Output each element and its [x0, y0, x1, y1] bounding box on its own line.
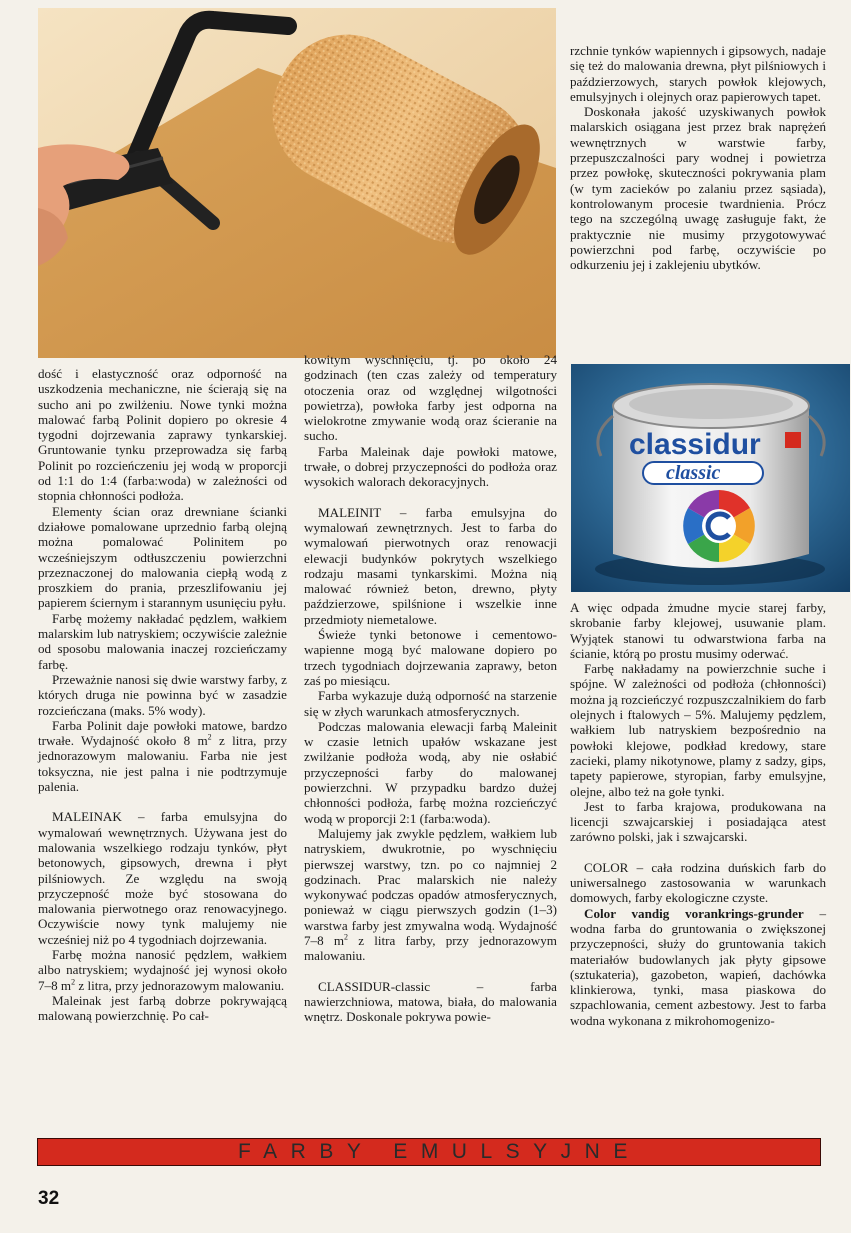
text-run: z litra, przy jednorazowym malowaniu. Farba nie jest toksyczna, nie jest palna i nie podtrzymuje palenia. [38, 733, 287, 795]
text-column-right-bottom [570, 600, 826, 1132]
paragraph [38, 947, 287, 993]
superscript: 2 [71, 977, 76, 987]
paragraph: Farba wykazuje dużą odporność na starzenie się w złych warunkach atmosferycznych. [304, 688, 557, 719]
paint-roller-photo [38, 8, 556, 358]
text-run: z litra, przy jednorazowym malowaniu. [78, 977, 285, 993]
paragraph: Farba Maleinak daje powłoki matowe, trwałe, o dobrej przyczepności do podłoża oraz wysokich walorach dekoracyjnych. [304, 443, 557, 490]
paragraph [304, 826, 557, 964]
paragraph: rzchnie tynków wapiennych i gipsowych, nadaje się też do malowania drewna, płyt pilśniowych i paździerzowych, starych powłok klejowych, emulsyjnych i olejnych oraz papierowych tapet. [570, 43, 826, 104]
text-run: Farba Polinit daje powłoki matowe, bardzo trwałe. Wydajność około 8 m [38, 717, 287, 749]
paragraph: Jest to farba krajowa, produkowana na licencji szwajcarskiej i posiadająca atest zarówno polski, jak i szwajcarski. [570, 798, 826, 845]
section-banner-text: FARBY EMULSYJNE [238, 1140, 641, 1163]
text-column-right-top [570, 43, 826, 343]
product-name: Color vandig vorankrings-grunder [584, 905, 804, 921]
text-run: z litra farby, przy jednorazowym malowaniu. [304, 932, 557, 964]
paragraph: Podczas malowania elewacji farbą Maleinit w czasie letnich upałów wskazane jest zwilżanie podłoża wodą, aby nie osłabić przyczepności farby do malowanej powierzchni. W przypadku bardzo dużej chłonności podłoża, farbę można rozcieńczyć wodą w proporcji 2:1 (farba:woda). [304, 718, 557, 826]
text-column-left [38, 366, 287, 1131]
paragraph-classidur: CLASSIDUR-classic – farba nawierzchniowa, matowa, biała, do malowania wnętrz. Doskonale pokrywa powie- [304, 978, 557, 1025]
paragraph-color: COLOR – cała rodzina duńskich farb do uniwersalnego zastosowania w warunkach domowych, farby ekologiczne czyste. [570, 859, 826, 906]
paragraph [570, 906, 826, 1028]
paragraph: dość i elastyczność oraz odporność na uszkodzenia mechaniczne, nie ścierają się na sucho ani po zwilżeniu. Nowe tynki można malować farbą Polinit dopiero po okresie 4 tygodni dojrzewania zaprawy tynkarskiej. Gruntowanie tynku przeprowadza się farbą Polinit po rozcieńczeniu jej wodą w proporcji od 1:1 do 1:4 (farba:woda) w zależności od stopnia chłonności podłoża. [38, 366, 287, 504]
text-run: – wodna farba do gruntowania o zwiększonej przyczepności, służy do gruntowania takich materiałów budowlanych jak płyty gipsowe (sztukateria), gazobeton, wapień, dachówka klinkierowa, tynki, masa piaskowa do szpachlowania, cement azbestowy. Jest to farba wodna wykonana z mikrohomogenizo- [570, 905, 827, 1028]
can-brand-label: classidur [629, 428, 761, 461]
paragraph: Maleinak jest farbą dobrze pokrywającą malowaną powierzchnię. Po cał- [38, 992, 287, 1024]
paragraph: A więc odpada żmudne mycie starej farby, skrobanie farby klejowej, usuwanie plam. Wyjątek stanowi tu odwarstwiona farba na ścianie, którą po prostu musimy oderwać. [570, 600, 826, 661]
paint-roller-illustration [38, 8, 556, 358]
paragraph: Farbę możemy nakładać pędzlem, wałkiem malarskim lub natryskiem; oczywiście zależnie od sposobu malowania inaczej rozcieńczamy farbę. [38, 610, 287, 672]
superscript: 2 [344, 932, 349, 942]
text-column-middle [304, 352, 557, 1132]
paragraph: Przeważnie nanosi się dwie warstwy farby, z których druga nie powinna być w zasadzie rozcieńczana (maks. 5% wody). [38, 671, 287, 718]
section-banner [37, 1138, 821, 1166]
text-run: Malujemy jak zwykle pędzlem, wałkiem lub natryskiem, dwukrotnie, po wyschnięciu pierwszej warstwy, tzn. po co najmniej 2 godzinach. Prac malarskich nie należy wykonywać podczas opadów atmosferycznych, ponieważ w ciągu pierwszych godzin (1–3) warstwa farby jest zmywalna wodą. Wydajność 7–8 m [304, 825, 557, 948]
paragraph-maleinit: MALEINIT – farba emulsyjna do wymalowań zewnętrznych. Jest to farba do wymalowań pierwotnych oraz renowacji elewacji budynków pokrytych wszelkiego rodzaju masami tynkarskimi. Można nią malować również beton, drewno, płyty paździerzowe, spilśnione i wszelkie inne przedmioty niemetalowe. [304, 504, 557, 627]
paragraph: Farbę nakładamy na powierzchnie suche i spójne. W zależności od podłoża (chłonności) można ją rozcieńczyć rozpuszczalnikiem do farb olejnych i ftalowych – 5%. Malujemy pędzlem, wałkiem lub natryskiem bezpośrednio na powłoki klejowe, podkład kredowy, stare zacieki, plamy nikotynowe, plamy z sadzy, gips, tapety papierowe, styropian, farby emulsyjne, olejne, albo też na gołe tynki. [570, 661, 826, 799]
paragraph [38, 718, 287, 794]
paint-can-photo [571, 364, 850, 592]
paragraph: Elementy ścian oraz drewniane ścianki działowe pomalowane uprzednio farbą olejną można pomalować Polinitem po wcześniejszym odtłuszczeniu powierzchni przeznaczonej do malowania ciepłą wodą z proszkiem do prania, przeszlifowaniu jej papierem ściernym i starannym usunięciu pyłu. [38, 503, 287, 611]
paragraph-maleinak: MALEINAK – farba emulsyjna do wymalowań wewnętrznych. Używana jest do malowania wszelkiego rodzaju tynków, płyt betonowych, gipsowych, drewna i płyt pilśniowych. Ze względu na swoją przyczepność może być stosowana do malowania pierwotnego oraz renowacyjnego. Oczywiście nowy tynk malujemy nie wcześniej niż po 4 tygodniach dojrzewania. [38, 809, 287, 947]
color-wheel-logo [683, 490, 755, 562]
can-line-label: classic [666, 462, 721, 484]
paragraph: Doskonała jakość uzyskiwanych powłok malarskich osiągana jest przez brak naprężeń wewnętrznych w warstwie farby, przepuszczalności pary wodnej i powietrza przez powłokę, skuteczności pokrywania plam (w tym zacieków po zalaniu przez sąsiada), kontrolowanym procesie twardnienia. Prócz tego na szczególną uwagę zasługuje fakt, że praktycznie nie musimy przygotowywać powierzchni pod farbę, oczywiście po odkurzeniu jej i zaklejeniu ubytków. [570, 104, 826, 273]
paragraph: Świeże tynki betonowe i cementowo-wapienne mogą być malowane dopiero po trzech tygodniach dojrzewania zaprawy, beton zaś po miesiącu. [304, 627, 557, 688]
text-run: Farbę można nanosić pędzlem, wałkiem albo natryskiem; wydajność jej wynosi około 7–8 m [38, 946, 287, 993]
paint-can-illustration [571, 364, 850, 592]
superscript: 2 [207, 732, 212, 742]
page-number: 32 [38, 1188, 60, 1209]
paragraph: kowitym wyschnięciu, tj. po około 24 godzinach (ten czas zależy od temperatury otoczenia oraz od względnej wilgotności powietrza), powłoka farby jest odporna na wielokrotne zmywanie wodą oraz ścieranie na sucho. [304, 352, 557, 444]
